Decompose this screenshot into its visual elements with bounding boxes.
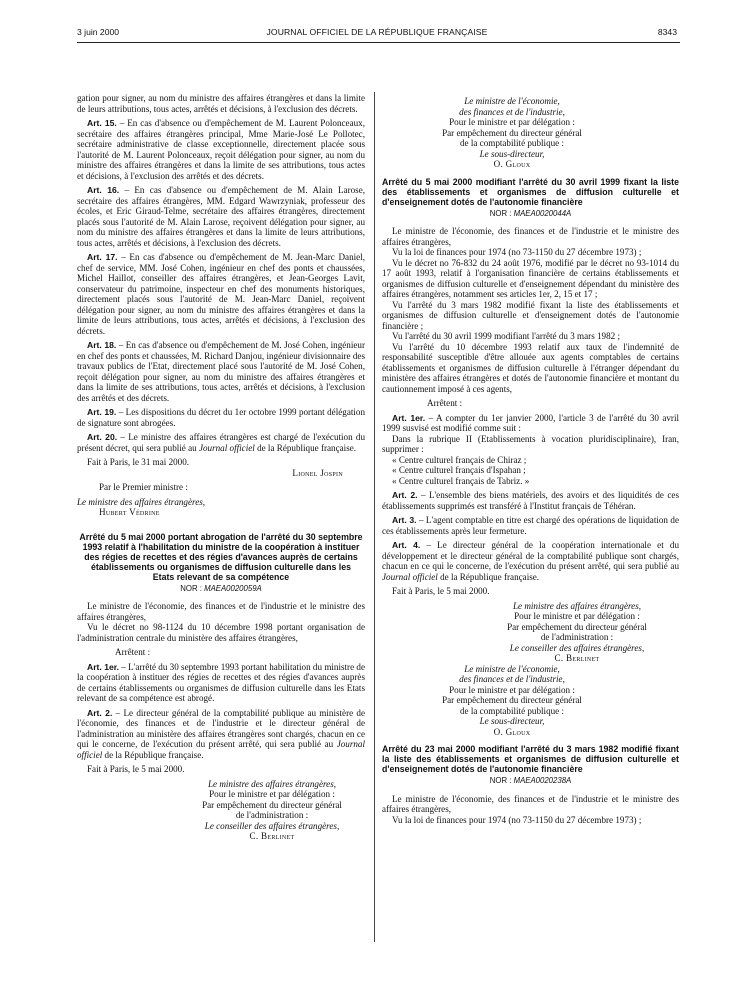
page-header: [77, 27, 677, 41]
article-1: Art. 1er. – A compter du 1er janvier 2000, l'article 3 de l'arrêté du 30 avril 1999 susvisé est modifié comme suit :: [382, 412, 679, 433]
article-label: Art. 4.: [392, 540, 421, 550]
right-column: [382, 96, 679, 825]
article-label: Art. 16.: [87, 185, 120, 195]
article-label: Art. 19.: [87, 407, 117, 417]
article-label: Art. 1er.: [87, 661, 120, 672]
article-label: Art. 17.: [87, 252, 118, 262]
paragraph: Dans la rubrique II (Etablissements à vocation pluridisciplinaire), Iran, supprimer :: [382, 433, 679, 454]
column-separator: [374, 92, 375, 942]
paragraph: Vu la loi de finances pour 1974 (no 73-1150 du 27 décembre 1973) ;: [392, 814, 642, 825]
quoted-line: « Centre culturel français d'Ispahan ;: [392, 465, 526, 475]
paragraph: Le ministre de l'économie, des finances et de l'industrie et le ministre des affaires étrangères,: [382, 793, 679, 814]
article-18: Art. 18. – En cas d'absence ou d'empêchement de M. José Cohen, ingénieur en chef des ponts et chaussées, M. Richard Danjou, ingénieur divisionnaire des travaux publics de l'Etat, directement placé sous l'autorité de M. José Cohen, reçoit délégation pour signer, au nom du ministre des affaires étrangères et dans la limite de ses attributions, tous actes, arrêtés et décisions, à l'exclusion des arrêtés et des décrets.: [77, 340, 365, 403]
article-label: Art. 15.: [87, 118, 117, 128]
signature-block: Le ministre de l'économie, des finances et de l'industrie, Pour le ministre et par délégation : Par empêchement du directeur général de la comptabilité publique : Le sous-directeur, O. Gloux: [382, 664, 642, 738]
paragraph: Vu la loi de finances pour 1974 (no 73-1150 du 27 décembre 1973) ;: [392, 247, 642, 257]
signatory-name: Lionel Jospin: [292, 467, 343, 478]
signatory-name: C. Berlinet: [554, 653, 600, 663]
decree-title: Arrêté du 23 mai 2000 modifiant l'arrêté du 3 mars 1982 modifié fixant la liste des établissements et organismes de diffusion culturelle et d'enseignement dotés de l'autonomie financière: [382, 744, 679, 774]
signature-block: Le ministre de l'économie, des finances et de l'industrie, Pour le ministre et par délégation : Par empêchement du directeur général de la comptabilité publique : Le sous-directeur, O. Gloux: [382, 96, 642, 170]
article-label: Art. 3.: [392, 515, 417, 525]
article-label: Art. 2.: [87, 707, 113, 718]
header-page-number: 8343: [657, 27, 677, 37]
article-4: Art. 4. – Le directeur général de la coopération internationale et du développement et le directeur général de la comptabilité publique sont chargés, chacun en ce qui le concerne, de l'exécution du présent arrêté, qui sera publié au Journal officiel de la République française.: [382, 540, 679, 582]
article-label: Art. 20.: [87, 432, 118, 442]
article-2: Art. 2. – Le directeur général de la comptabilité publique au ministère de l'économie, des finances et de l'industrie et le directeur général de l'administration au ministère des affaires étrangères sont chargés, chacun en ce qui le concerne, de l'exécution du présent arrêté, qui sera publié au Journal officiel de la République française.: [77, 707, 365, 760]
nor-reference: NOR : MAEA0020044A: [489, 208, 572, 218]
signature-line: Par le Premier ministre :: [99, 482, 188, 492]
article-16: Art. 16. – En cas d'absence ou d'empêchement de M. Alain Larose, secrétaire des affaires étrangères, MM. Edgard Wawrzyniak, professeur des écoles, et Eric Giraud-Telme, secrétaire des affaires étrangères, directement placés sous l'autorité de M. Alain Larose, reçoivent délégation pour signer, au nom du ministre des affaires étrangères et dans la limite de leurs attributions, tous actes, arrêtés et décisions, à l'exclusion des décrets.: [77, 185, 366, 248]
article-label: Art. 1er.: [392, 412, 426, 423]
paragraph: Vu l'arrêté du 3 mars 1982 modifié fixant la liste des établissements et organismes de diffusion culturelle et d'enseignement dotés de l'autonomie financière ;: [382, 299, 679, 331]
paragraph: Vu le décret no 98-1124 du 10 décembre 1998 portant organisation de l'administration centrale du ministère des affaires étrangères,: [77, 622, 365, 643]
paragraph: Le ministre de l'économie, des finances et de l'industrie et le ministre des affaires étrangères,: [382, 226, 679, 247]
arretent-heading: Arrêtent :: [115, 647, 151, 657]
article-label: Art. 18.: [87, 340, 117, 350]
signature-line: Le ministre des affaires étrangères,: [77, 496, 206, 507]
article-2: Art. 2. – L'ensemble des biens matériels, des avoirs et des liquidités de ces établissements supprimés est transféré à l'Institut français de Téhéran.: [382, 490, 679, 511]
article-3: Art. 3. – L'agent comptable en titre est chargé des opérations de liquidation de ces établissements après leur fermeture.: [382, 515, 679, 536]
article-17: Art. 17. – En cas d'absence ou d'empêchement de M. Jean-Marc Daniel, chef de service, MM. José Cohen, ingénieur en chef des ponts et chaussées, Michel Haillot, conseiller des affaires étrangères, et Jean-Georges Lavit, conservateur du patrimoine, inspecteur en chef des monuments historiques, directement placés sous l'autorité de M. Jean-Marc Daniel, reçoivent délégation pour signer, au nom du ministre des affaires étrangères et dans la limite de leurs attributions, tous actes, arrêtés et décisions, à l'exclusion des décrets.: [77, 252, 365, 336]
article-label: Art. 2.: [392, 490, 418, 500]
paragraph: Vu l'arrêté du 10 décembre 1993 relatif aux taux de l'indemnité de responsabilité susceptible d'être allouée aux agents comptables de certains établissements et organismes de diffusion culturelle à l'étranger dépendant du ministère des affaires étrangères et dotés de l'autonomie financière et montant du cautionnement imposé à ces agents,: [382, 341, 679, 394]
article-15: Art. 15. – En cas d'absence ou d'empêchement de M. Laurent Polonceaux, secrétaire des affaires étrangères principal, Mme Marie-José Le Pollotec, secrétaire administrative de classe exceptionnelle, directement placée sous l'autorité de M. Laurent Polonceaux, reçoit délégation pour signer, au nom du ministre des affaires étrangères et dans la limite de ses attributions, tous actes et décisions, à l'exclusion des arrêtés et des décrets.: [77, 118, 365, 181]
signatory-name: O. Gloux: [493, 726, 531, 737]
signatory-name: O. Gloux: [493, 159, 531, 169]
header-rule: [77, 42, 680, 43]
article-20: Art. 20. – Le ministre des affaires étrangères est chargé de l'exécution du présent décret, qui sera publié au Journal officiel de la République française.: [77, 432, 365, 453]
nor-reference: NOR : MAEA0020059A: [180, 583, 262, 593]
arretent-heading: Arrêtent :: [427, 398, 463, 408]
nor-reference: NOR : MAEA0020238A: [489, 776, 572, 785]
paragraph: Le ministre de l'économie, des finances et de l'industrie et le ministre des affaires étrangères,: [77, 601, 365, 622]
signatory-name: C. Berlinet: [249, 831, 295, 841]
quoted-line: « Centre culturel français de Chiraz ;: [392, 454, 527, 465]
article-19: Art. 19. – Les dispositions du décret du 1er octobre 1999 portant délégation de signature sont abrogées.: [77, 407, 365, 428]
header-journal-title: JOURNAL OFFICIEL DE LA RÉPUBLIQUE FRANÇAISE: [266, 27, 488, 37]
signatory-name: Hubert Védrine: [99, 507, 160, 517]
decree-title: Arrêté du 5 mai 2000 modifiant l'arrêté du 30 avril 1999 fixant la liste des établissements et organismes de diffusion culturelle et d'enseignement dotés de l'autonomie financière: [382, 176, 679, 207]
signature-place-date: Fait à Paris, le 31 mai 2000.: [87, 457, 190, 467]
paragraph: Vu l'arrêté du 30 avril 1999 modifiant l'arrêté du 3 mars 1982 ;: [392, 331, 620, 341]
paragraph: Vu le décret no 76-832 du 24 août 1976, modifié par le décret no 93-1014 du 17 août 1993, relatif à l'organisation financière de certains établissements et organismes de diffusion culturelle et d'enseignement dépendant du ministère des affaires étrangères, notamment ses articles 1er, 2, 15 et 17 ;: [382, 257, 679, 299]
article-1: Art. 1er. – L'arrêté du 30 septembre 1993 portant habilitation du ministre de la coopération à instituer des régies de recettes et des régies d'avances auprès de certains établissements ou organismes de diffusion culturelle dans les Etats relevant de sa compétence est abrogé.: [77, 661, 365, 703]
left-column: [77, 93, 365, 842]
header-date: 3 juin 2000: [77, 27, 120, 37]
signature-block: Le ministre des affaires étrangères, Pour le ministre et par délégation : Par empêchement du directeur général de l'administration : Le conseiller des affaires étrangères, C. Berlinet: [177, 779, 367, 842]
quoted-line: « Centre culturel français de Tabriz. »: [392, 475, 530, 486]
signature-place-date: Fait à Paris, le 5 mai 2000.: [87, 764, 185, 774]
signature-block: Le ministre des affaires étrangères, Pour le ministre et par délégation : Par empêchement du directeur général de l'administration : Le conseiller des affaires étrangères, C. Berlinet: [482, 601, 672, 664]
decree-title: Arrêté du 5 mai 2000 portant abrogation de l'arrêté du 30 septembre 1993 relatif à l'habilitation du ministre de la coopération à instituer des régies de recettes et des régies d'avances auprès de certains établissements ou organismes de diffusion culturelle dans les Etats relevant de sa compétence: [79, 531, 363, 582]
paragraph-continuation: gation pour signer, au nom du ministre des affaires étrangères et dans la limite de leurs attributions, tous actes, arrêtés et décisions, à l'exclusion des décrets.: [77, 93, 365, 114]
signature-place-date: Fait à Paris, le 5 mai 2000.: [392, 586, 490, 596]
